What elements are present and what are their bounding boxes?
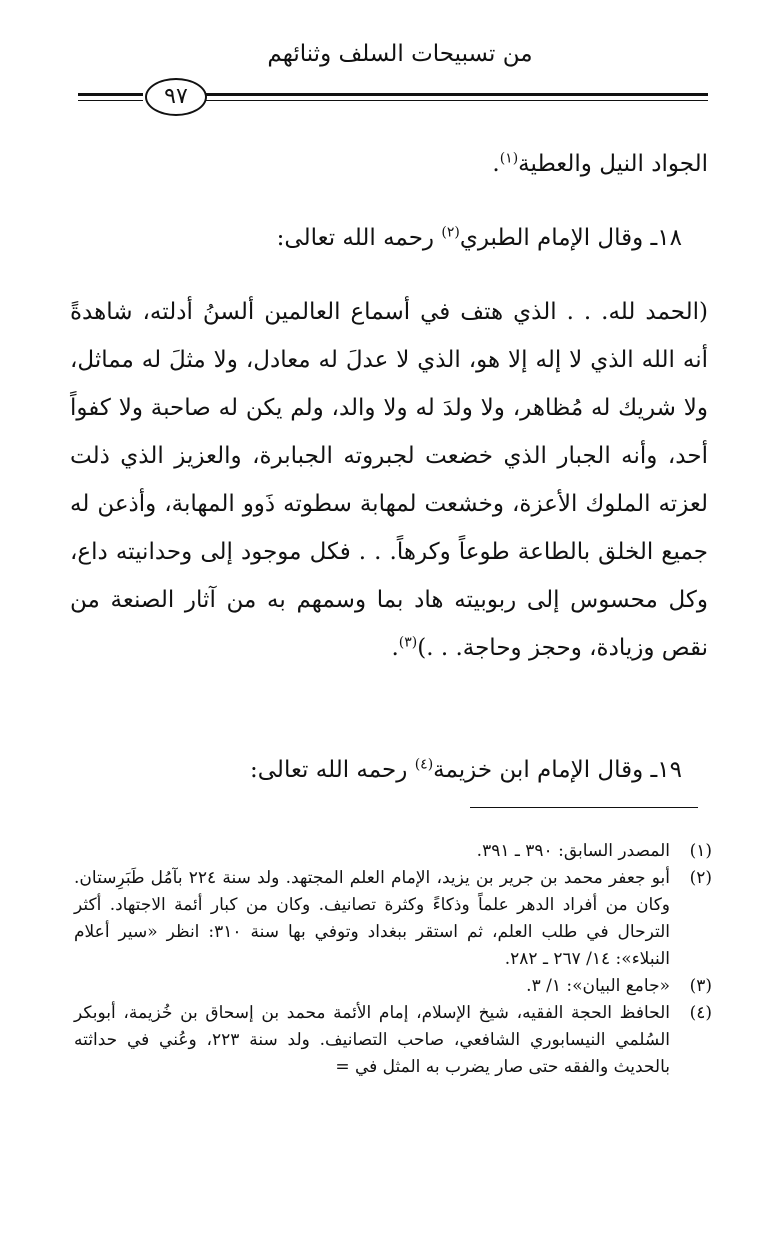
footnote-number: (٣): [689, 976, 712, 996]
footnote-3: [74, 973, 712, 1000]
item-19-heading: [70, 746, 708, 794]
quote-text: (الحمد لله. . . الذي هتف في أسماع العالمين ألسنُ أدلته، شاهدةً أنه الله الذي لا إله إلا هو، الذي لا عدلَ له معادل، ولا مثلَ له مماثل، ولا شريك له مُظاهر، ولا ولدَ له ولا والد، ولم يكن له صاحبة ولا كفواً أحد، وأنه الجبار الذي خضعت لجبروته الجبابرة، والعزيز الذي ذلت لعزته الملوك الأعزة، وخشعت لمهابة سطوته ذَوو المهابة، وأذعن له جميع الخلق بالطاعة طوعاً وكرهاً. . . فكل موجود إلى وحدانيته داع، وكل محسوس إلى ربوبيته هاد بما وسمهم به من آثار الصنعة من نقص وزيادة، وحجز وحاجة. . .): [70, 299, 708, 661]
footnote-number: (٤): [689, 1003, 712, 1023]
intro-text: الجواد النيل والعطية: [518, 151, 708, 177]
footnote-ref-1[interactable]: (١): [499, 150, 519, 167]
intro-end: .: [492, 151, 500, 177]
footnote-text: أبو جعفر محمد بن جرير بن يزيد، الإمام العلم المجتهد. ولد سنة ٢٢٤ بآمُل طَبَرِستان. وكان من أفراد الدهر علماً وذكاءً وكثرة تصانيف. وكان من كبار أئمة الاجتهاد. أكثر الترحال في طلب العلم، ثم استقر ببغداد وتوفي بها سنة ٣١٠: انظر «سير أعلام النبلاء»: ١٤/ ٢٦٧ ـ ٢٨٢.: [74, 868, 670, 969]
header-rule-left-thin: [78, 100, 143, 101]
footnote-2: [74, 865, 712, 973]
running-header: من تسبيحات السلف وثنائهم: [267, 41, 533, 67]
footnote-text: المصدر السابق: ٣٩٠ ـ ٣٩١.: [476, 841, 670, 861]
footnote-text: «جامع البيان»: ١/ ٣.: [526, 976, 670, 996]
footnote-number: (١): [689, 841, 712, 861]
item-18-tail: رحمه الله تعالى:: [276, 225, 442, 251]
footnote-1: [74, 838, 712, 865]
footnote-text: الحافظ الحجة الفقيه، شيخ الإسلام، إمام الأئمة محمد بن إسحاق بن خُزيمة، أبوبكر السُلمي النيسابوري الشافعي، صاحب التصانيف. ولد سنة ٢٢٣، وعُني في حداثته بالحديث والفقه حتى صار يضرب به المثل في =: [74, 1003, 671, 1077]
quote-paragraph: [70, 288, 708, 672]
item-19-tail: رحمه الله تعالى:: [250, 757, 415, 783]
header-rule: [78, 78, 708, 118]
item-18-text: ١٨ـ وقال الإمام الطبري: [459, 225, 682, 251]
item-18-heading: [70, 214, 708, 262]
item-19-text: ١٩ـ وقال الإمام ابن خزيمة: [433, 757, 682, 783]
header-rule-right-thick: [206, 93, 708, 96]
quote-end: .: [391, 635, 399, 661]
footnote-separator: [470, 807, 698, 808]
footnote-4: [74, 1000, 712, 1081]
intro-line: [70, 140, 708, 188]
footnote-ref-4[interactable]: (٤): [414, 756, 434, 773]
footnotes: [74, 838, 712, 1081]
footnote-ref-2[interactable]: (٢): [441, 224, 460, 241]
footnote-number: (٢): [689, 868, 712, 888]
header-rule-right-thin: [206, 100, 708, 101]
footnote-ref-3[interactable]: (٣): [398, 634, 418, 651]
header-rule-left-thick: [78, 93, 143, 96]
page-number: ٩٧: [145, 78, 207, 116]
